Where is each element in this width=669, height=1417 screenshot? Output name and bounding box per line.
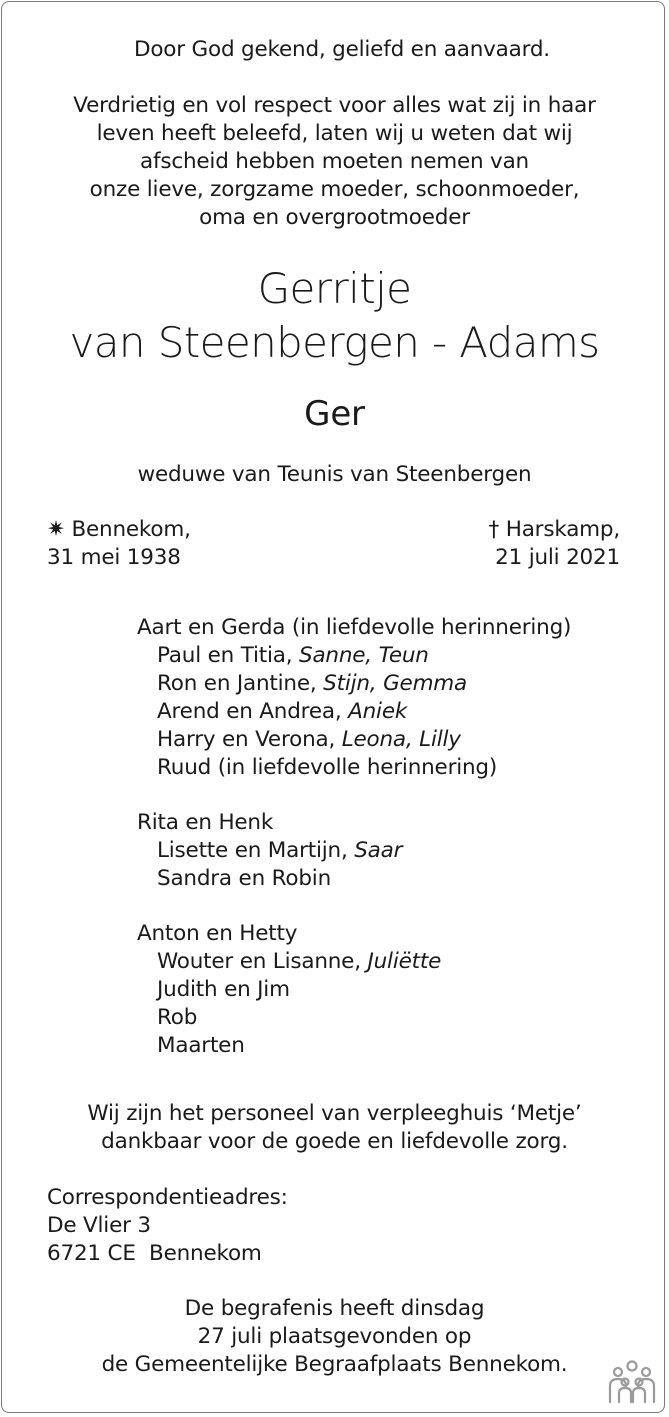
member-name: Paul en Titia,: [157, 643, 299, 668]
intro-line: Verdrietig en vol respect voor alles wat zij in haar: [73, 93, 596, 118]
member-children: Leona, Lilly: [341, 727, 461, 752]
correspondence-label: Correspondentieadres:: [47, 1185, 288, 1210]
widow-of: weduwe van Teunis van Steenbergen: [137, 462, 532, 487]
motto: Door God gekend, geliefd en aanvaard.: [134, 37, 550, 62]
intro-line: leven heeft beleefd, laten wij u weten dat wij: [96, 121, 573, 146]
intro-line: onze lieve, zorgzame moeder, schoonmoeder,: [89, 177, 580, 202]
family-member: [157, 698, 407, 726]
nickname: Ger: [304, 394, 365, 434]
family-member: [157, 948, 441, 976]
birth-place-text: Bennekom,: [71, 517, 191, 542]
death-place-text: Harskamp,: [505, 517, 620, 542]
deceased-first-name: Gerritje: [257, 264, 412, 313]
member-children: Stijn, Gemma: [323, 671, 468, 696]
death-date: 21 juli 2021: [495, 545, 620, 570]
member-children: Sanne, Teun: [299, 643, 429, 668]
correspondence-city: 6721 CE Bennekom: [47, 1241, 262, 1266]
family-head: Anton en Hetty: [137, 921, 298, 946]
family-member: [157, 865, 331, 893]
birth-place: [47, 516, 191, 544]
death-cross-icon: †: [488, 517, 500, 542]
family-member: [157, 726, 461, 754]
deceased-surname: van Steenbergen - Adams: [69, 318, 600, 367]
member-name: Maarten: [157, 1033, 245, 1058]
family-member: [157, 642, 429, 670]
member-children: Juliëtte: [367, 949, 442, 974]
funeral-line: 27 juli plaatsgevonden op: [197, 1324, 472, 1349]
member-children: Saar: [354, 838, 403, 863]
family-member: [157, 754, 497, 782]
thanks-line: dankbaar voor de goede en liefdevolle zorg.: [101, 1129, 568, 1154]
thanks-line: Wij zijn het personeel van verpleeghuis ‘Metje’: [87, 1101, 582, 1126]
birth-star-icon: ✷: [47, 517, 65, 542]
member-children: Aniek: [348, 699, 408, 724]
member-name: Judith en Jim: [157, 977, 290, 1002]
intro-line: oma en overgrootmoeder: [199, 205, 470, 230]
member-name: Ruud (in liefdevolle herinnering): [157, 755, 498, 780]
member-name: Arend en Andrea,: [157, 699, 349, 724]
family-head: Rita en Henk: [137, 810, 274, 835]
birth-date: 31 mei 1938: [47, 545, 181, 570]
member-name: Lisette en Martijn,: [157, 838, 355, 863]
death-place: [380, 516, 620, 544]
member-name: Ron en Jantine,: [157, 671, 324, 696]
member-name: Sandra en Robin: [157, 866, 332, 891]
family-head: Aart en Gerda (in liefdevolle herinnering): [137, 615, 572, 640]
member-name: Wouter en Lisanne,: [157, 949, 368, 974]
correspondence-street: De Vlier 3: [47, 1213, 151, 1238]
intro-line: afscheid hebben moeten nemen van: [140, 149, 529, 174]
funeral-line: de Gemeentelijke Begraafplaats Bennekom.: [101, 1352, 568, 1377]
family-member: [157, 1004, 197, 1032]
family-member: [157, 976, 290, 1004]
family-member: [157, 1032, 245, 1060]
family-member: [157, 670, 467, 698]
member-name: Rob: [157, 1005, 198, 1030]
family-member: [157, 837, 402, 865]
funeral-line: De begrafenis heeft dinsdag: [184, 1296, 485, 1321]
family-group-icon: [606, 1360, 658, 1404]
member-name: Harry en Verona,: [157, 727, 342, 752]
